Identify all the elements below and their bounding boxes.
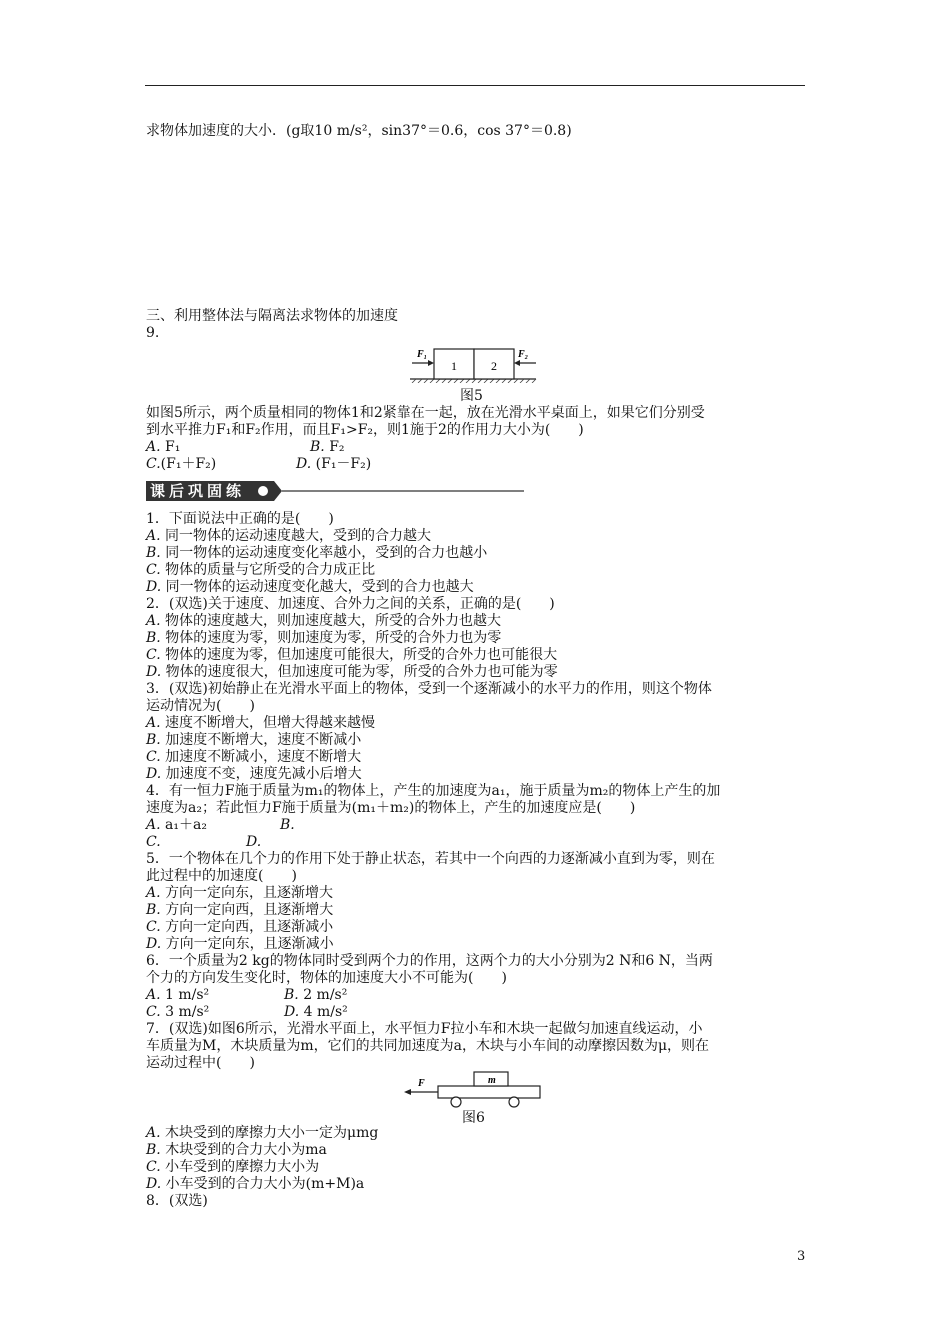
q7-stem-line1: 7．(双选)如图6所示，光滑水平面上，水平恒力F拉小车和木块一起做匀加速直线运动，小 <box>146 1021 703 1037</box>
figure-5-diagram <box>408 343 538 383</box>
q9-number: 9. <box>146 325 160 341</box>
option-label: B. <box>310 439 325 455</box>
q4-stem-line1: 4．有一恒力F施于质量为m₁的物体上，产生的加速度为a₁，施于质量为m₂的物体上产生的加 <box>146 783 721 799</box>
q9-options-row2 <box>146 456 372 473</box>
figure-6-diagram <box>400 1070 546 1108</box>
q2-option-b: B. 物体的速度为零，则加速度为零，所受的合外力也为零 <box>146 630 502 646</box>
q7-option-c: C. 小车受到的摩擦力大小为 <box>146 1159 320 1175</box>
q5-stem-line1: 5．一个物体在几个力的作用下处于静止状态，若其中一个向西的力逐渐减小直到为零，则在 <box>146 851 715 867</box>
q3-stem-line1: 3．(双选)初始静止在光滑水平面上的物体，受到一个逐渐减小的水平力的作用，则这个物体 <box>146 681 712 697</box>
q7-option-b: B. 木块受到的合力大小为ma <box>146 1142 327 1158</box>
q3-option-b: B. 加速度不断增大，速度不断减小 <box>146 732 362 748</box>
q7-option-a: A. 木块受到的摩擦力大小一定为μmg <box>146 1125 379 1141</box>
q6-options-row2: C. 3 m/s² D. 4 m/s² <box>146 1004 348 1020</box>
q4-options-row1: A. a₁＋a₂ B. <box>146 817 295 833</box>
section-banner <box>146 480 526 502</box>
q9-options-row1 <box>146 439 345 456</box>
q5-stem-line2: 此过程中的加速度( ) <box>146 868 297 884</box>
q1-option-c: C. 物体的质量与它所受的合力成正比 <box>146 562 376 578</box>
q3-option-a: A. 速度不断增大，但增大得越来越慢 <box>146 715 376 731</box>
q5-option-a: A. 方向一定向东，且逐渐增大 <box>146 885 334 901</box>
block-1-label: 1 <box>451 359 457 373</box>
q7-option-d: D. 小车受到的合力大小为(m+M)a <box>146 1176 365 1192</box>
q6-options-row1: A. 1 m/s² B. 2 m/s² <box>146 987 348 1003</box>
figure-6-caption: 图6 <box>462 1110 485 1126</box>
option-text: (F₁－F₂) <box>315 456 372 472</box>
figure-5-caption: 图5 <box>460 388 483 404</box>
option-label: D. <box>296 456 312 472</box>
option-label: C. <box>146 456 161 472</box>
q6-stem-line1: 6．一个质量为2 kg的物体同时受到两个力的作用，这两个力的大小分别为2 N和6 N，当两 <box>146 953 713 969</box>
option-label: A. <box>146 439 161 455</box>
q8-stem: 8．(双选) <box>146 1193 208 1209</box>
f2-label: F₂ <box>518 349 529 360</box>
block-m-label: m <box>488 1075 496 1086</box>
q3-option-c: C. 加速度不断减小，速度不断增大 <box>146 749 362 765</box>
q1-option-b: B. 同一物体的运动速度变化率越小，受到的合力也越小 <box>146 545 488 561</box>
q2-option-a: A. 物体的速度越大，则加速度越大，所受的合外力也越大 <box>146 613 502 629</box>
q9-stem-line1: 如图5所示，两个质量相同的物体1和2紧靠在一起，放在光滑水平桌面上，如果它们分别受 <box>146 405 705 421</box>
q5-option-d: D. 方向一定向东，且逐渐减小 <box>146 936 334 952</box>
q9-stem-line2: 到水平推力F₁和F₂作用，而且F₁>F₂，则1施于2的作用力大小为( ) <box>146 422 584 438</box>
f1-label: F₁ <box>417 349 428 360</box>
q4-stem-line2: 速度为a₂；若此恒力F施于质量为(m₁＋m₂)的物体上，产生的加速度应是( ) <box>146 800 636 816</box>
q2-stem: 2．(双选)关于速度、加速度、合外力之间的关系，正确的是( ) <box>146 596 555 612</box>
option-text: (F₁＋F₂) <box>160 456 217 472</box>
q3-option-d: D. 加速度不变，速度先减小后增大 <box>146 766 362 782</box>
force-f-label: F <box>418 1078 425 1089</box>
q7-stem-line3: 运动过程中( ) <box>146 1055 255 1071</box>
header-rule <box>145 85 805 86</box>
q7-stem-line2: 车质量为M，木块质量为m，它们的共同加速度为a，木块与小车间的动摩擦因数为μ，则在 <box>146 1038 710 1054</box>
q4-options-row2: C. D. <box>146 834 262 850</box>
banner-title: 课后巩固练 <box>150 482 246 500</box>
q1-stem: 1．下面说法中正确的是( ) <box>146 511 334 527</box>
section3-title: 三、利用整体法与隔离法求物体的加速度 <box>146 308 398 324</box>
q6-stem-line2: 个力的方向发生变化时，物体的加速度大小不可能为( ) <box>146 970 507 986</box>
q2-option-d: D. 物体的速度很大，但加速度可能为零，所受的合外力也可能为零 <box>146 664 558 680</box>
q2-option-c: C. 物体的速度为零，但加速度可能很大，所受的合外力也可能很大 <box>146 647 558 663</box>
q5-option-b: B. 方向一定向西，且逐渐增大 <box>146 902 334 918</box>
option-text: F₁ <box>165 439 181 455</box>
q1-option-a: A. 同一物体的运动速度越大，受到的合力越大 <box>146 528 432 544</box>
option-text: F₂ <box>329 439 345 455</box>
q5-option-c: C. 方向一定向西，且逐渐减小 <box>146 919 334 935</box>
block-2-label: 2 <box>491 359 497 373</box>
q3-stem-line2: 运动情况为( ) <box>146 698 255 714</box>
q1-option-d: D. 同一物体的运动速度变化越大，受到的合力也越大 <box>146 579 474 595</box>
top-text: 求物体加速度的大小．(g取10 m/s²，sin37°＝0.6，cos 37°＝0.8) <box>146 123 572 139</box>
page-number: 3 <box>797 1249 806 1264</box>
